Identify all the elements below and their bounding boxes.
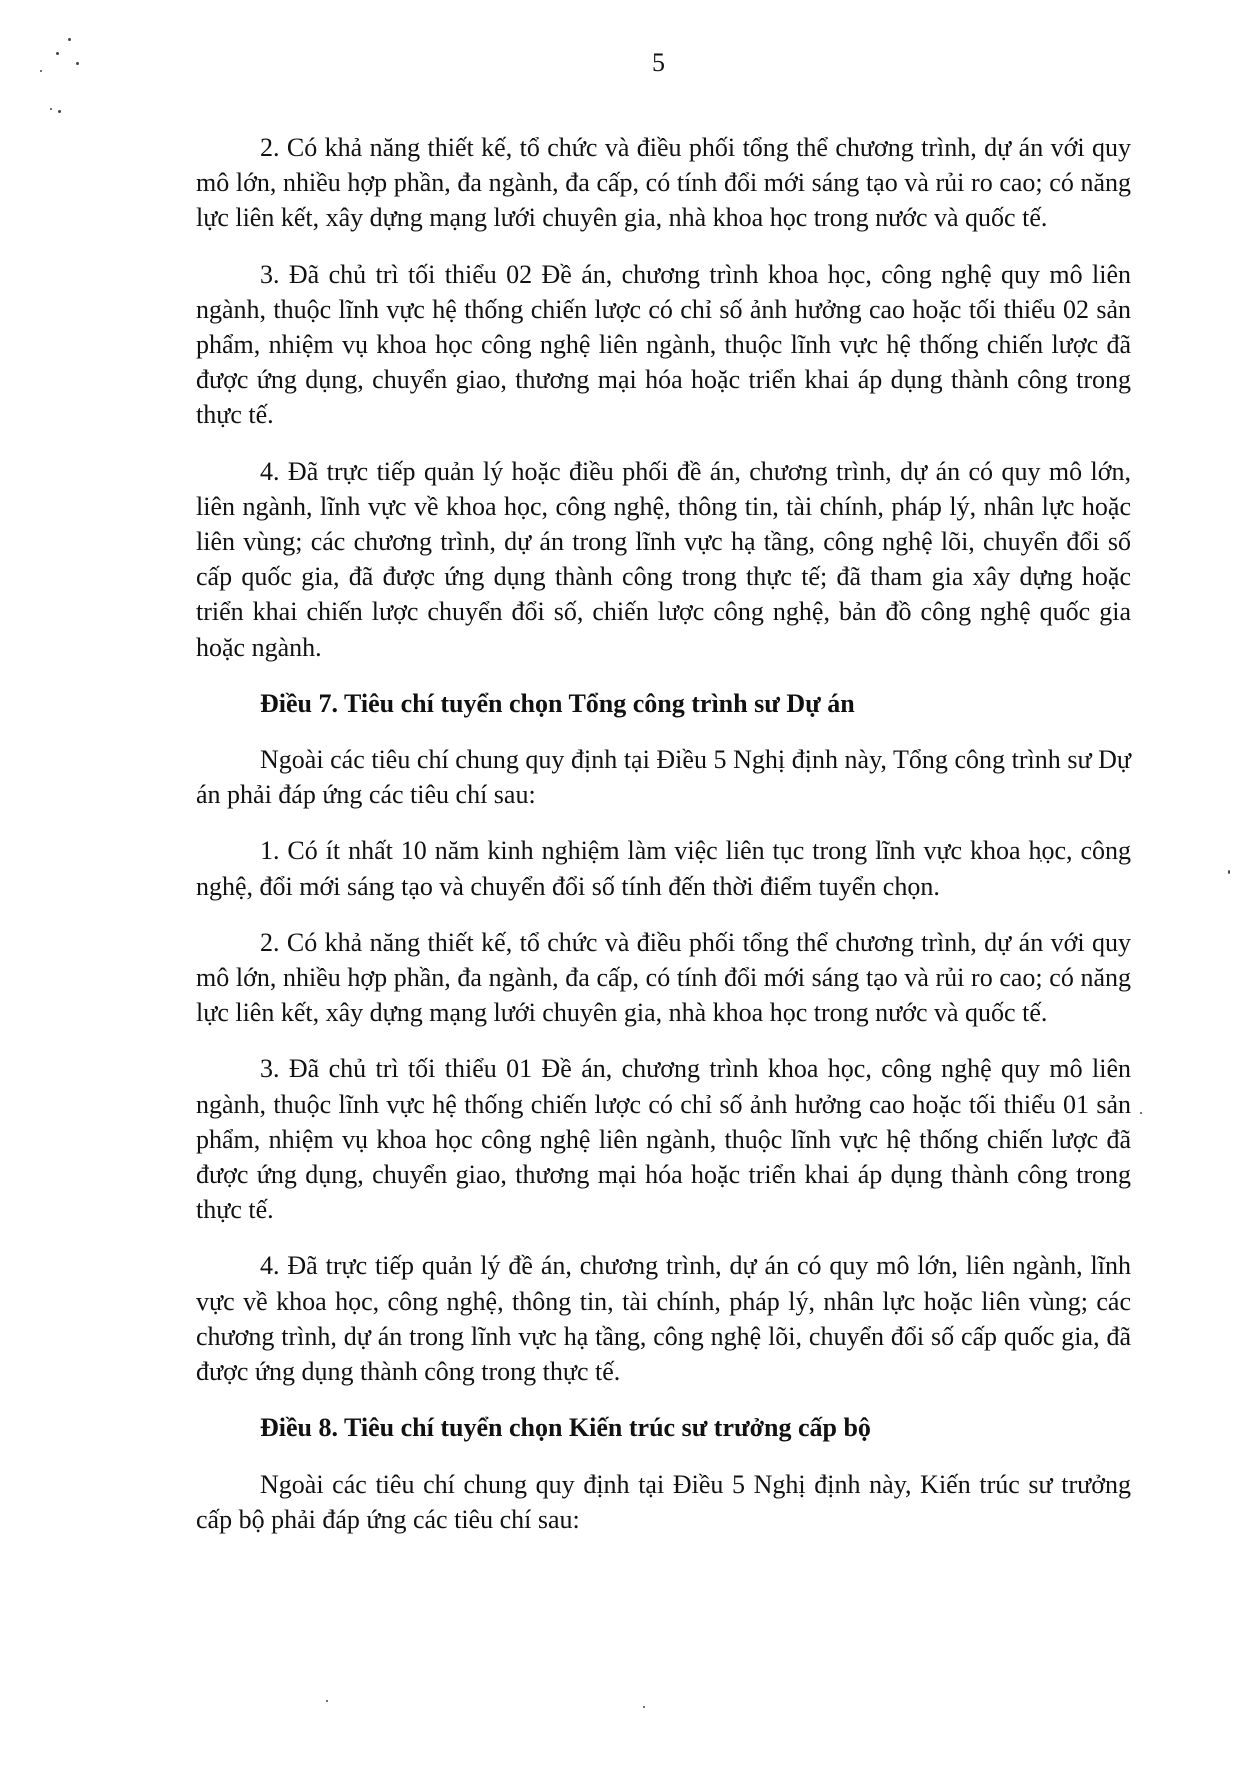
article-7-clause-3: 3. Đã chủ trì tối thiểu 01 Đề án, chương trình khoa học, công nghệ quy mô liên ngành, thuộc lĩnh vực hệ thống chiến lược có chỉ số ảnh hưởng cao hoặc tối thiểu 01 sản phẩm, nhiệm vụ khoa học công nghệ liên ngành, thuộc lĩnh vực hệ thống chiến lược đã được ứng dụng, chuyển giao, thương mại hóa hoặc triển khai áp dụng thành công trong thực tế.: [196, 1054, 1131, 1225]
document-body: [196, 130, 1131, 1558]
article-7-intro: Ngoài các tiêu chí chung quy định tại Điều 5 Nghị định này, Tổng công trình sư Dự án phải đáp ứng các tiêu chí sau:: [196, 745, 1131, 810]
paragraph-clause-3: 3. Đã chủ trì tối thiểu 02 Đề án, chương trình khoa học, công nghệ quy mô liên ngành, thuộc lĩnh vực hệ thống chiến lược có chỉ số ảnh hưởng cao hoặc tối thiểu 02 sản phẩm, nhiệm vụ khoa học công nghệ liên ngành, thuộc lĩnh vực hệ thống chiến lược đã được ứng dụng, chuyển giao, thương mại hóa hoặc triển khai áp dụng thành công trong thực tế.: [196, 259, 1131, 430]
article-7-clause-2: 2. Có khả năng thiết kế, tổ chức và điều phối tổng thể chương trình, dự án với quy mô lớn, nhiều hợp phần, đa ngành, đa cấp, có tính đổi mới sáng tạo và rủi ro cao; có năng lực liên kết, xây dựng mạng lưới chuyên gia, nhà khoa học trong nước và quốc tế.: [196, 927, 1131, 1028]
paragraph-clause-4: 4. Đã trực tiếp quản lý hoặc điều phối đề án, chương trình, dự án có quy mô lớn, liên ngành, lĩnh vực về khoa học, công nghệ, thông tin, tài chính, pháp lý, nhân lực hoặc liên vùng; các chương trình, dự án trong lĩnh vực hạ tầng, công nghệ lõi, chuyển đổi số cấp quốc gia, đã được ứng dụng thành công trong thực tế; đã tham gia xây dựng hoặc triển khai chiến lược chuyển đổi số, chiến lược công nghệ, bản đồ công nghệ quốc gia hoặc ngành.: [196, 456, 1131, 662]
page-number: 5: [652, 48, 665, 77]
article-7-heading: Điều 7. Tiêu chí tuyển chọn Tổng công trình sư Dự án: [260, 688, 855, 718]
paragraph-clause-2: 2. Có khả năng thiết kế, tổ chức và điều phối tổng thể chương trình, dự án với quy mô lớn, nhiều hợp phần, đa ngành, đa cấp, có tính đổi mới sáng tạo và rủi ro cao; có năng lực liên kết, xây dựng mạng lưới chuyên gia, nhà khoa học trong nước và quốc tế.: [196, 133, 1131, 233]
article-8-heading: Điều 8. Tiêu chí tuyển chọn Kiến trúc sư trưởng cấp bộ: [260, 1413, 871, 1443]
article-7-clause-4: 4. Đã trực tiếp quản lý đề án, chương trình, dự án có quy mô lớn, liên ngành, lĩnh vực về khoa học, công nghệ, thông tin, tài chính, pháp lý, nhân lực hoặc liên vùng; các chương trình, dự án trong lĩnh vực hạ tầng, công nghệ lõi, chuyển đổi số cấp quốc gia, đã được ứng dụng thành công trong thực tế.: [196, 1251, 1131, 1387]
article-7-clause-1: 1. Có ít nhất 10 năm kinh nghiệm làm việc liên tục trong lĩnh vực khoa học, công nghệ, đổi mới sáng tạo và chuyển đổi số tính đến thời điểm tuyển chọn.: [196, 836, 1131, 901]
article-8-intro: Ngoài các tiêu chí chung quy định tại Điều 5 Nghị định này, Kiến trúc sư trưởng cấp bộ phải đáp ứng các tiêu chí sau:: [196, 1469, 1131, 1534]
